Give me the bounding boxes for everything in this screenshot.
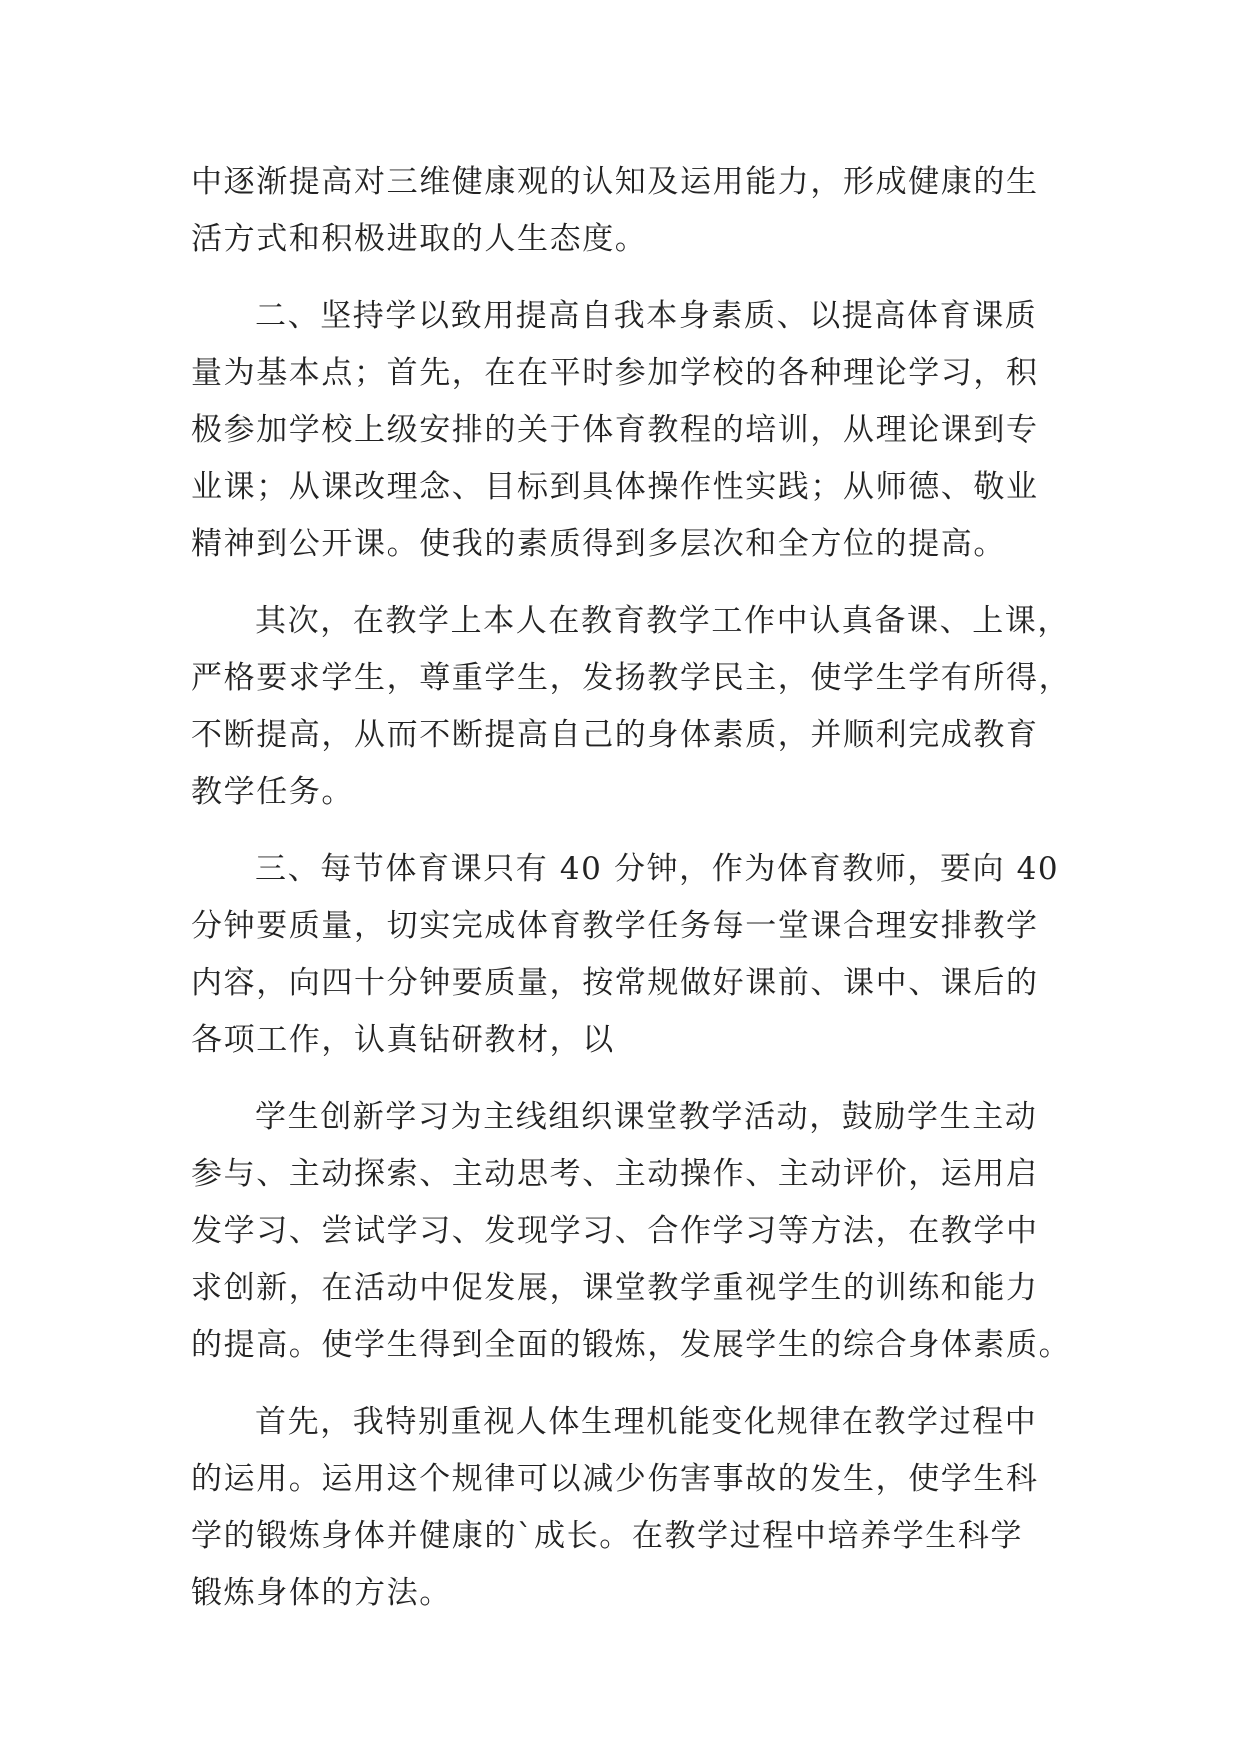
- paragraph: [191, 1394, 1050, 1622]
- paragraph: [191, 1089, 1072, 1374]
- text-line: 二、坚持学以致用提高自我本身素质、以提高体育课质: [255, 298, 1038, 334]
- text-line: 学生创新学习为主线组织课堂教学活动，鼓励学生主动: [255, 1099, 1038, 1135]
- text-line: 的提高。使学生得到全面的锻炼，发展学生的综合身体素质。: [191, 1327, 1072, 1363]
- text-line: 参与、主动探索、主动思考、主动操作、主动评价，运用启: [191, 1156, 1039, 1192]
- text-line: 的运用。运用这个规律可以减少伤害事故的发生，使学生科: [191, 1461, 1039, 1497]
- text-line: 内容，向四十分钟要质量，按常规做好课前、课中、课后的: [191, 965, 1039, 1001]
- text-line: 求创新，在活动中促发展，课堂教学重视学生的训练和能力: [191, 1270, 1039, 1306]
- paragraph: [191, 288, 1050, 573]
- paragraph: [191, 593, 1072, 821]
- text-line: 分钟要质量，切实完成体育教学任务每一堂课合理安排教学: [191, 908, 1039, 944]
- text-line: 中逐渐提高对三维健康观的认知及运用能力，形成健康的生: [191, 164, 1039, 200]
- text-line: 严格要求学生，尊重学生，发扬教学民主，使学生学有所得，: [191, 660, 1072, 696]
- text-line: 精神到公开课。使我的素质得到多层次和全方位的提高。: [191, 526, 1006, 562]
- text-line: 发学习、尝试学习、发现学习、合作学习等方法，在教学中: [191, 1213, 1039, 1249]
- document-body: [191, 154, 1072, 1622]
- text-line: 首先，我特别重视人体生理机能变化规律在教学过程中: [255, 1404, 1038, 1440]
- text-line: 量为基本点；首先，在在平时参加学校的各种理论学习，积: [191, 355, 1039, 391]
- text-line: 各项工作，认真钻研教材，以: [191, 1022, 615, 1058]
- paragraph: [191, 841, 1060, 1069]
- paragraph: [191, 154, 1050, 268]
- text-line: 锻炼身体的方法。: [191, 1575, 452, 1611]
- text-line: 三、每节体育课只有 40 分钟，作为体育教师，要向 40: [255, 851, 1060, 887]
- text-line: 不断提高，从而不断提高自己的身体素质，并顺利完成教育: [191, 717, 1039, 753]
- text-line: 教学任务。: [191, 774, 354, 810]
- text-line: 活方式和积极进取的人生态度。: [191, 221, 648, 257]
- text-line: 业课；从课改理念、目标到具体操作性实践；从师德、敬业: [191, 469, 1039, 505]
- text-line: 其次，在教学上本人在教育教学工作中认真备课、上课，: [255, 603, 1070, 639]
- text-line: 学的锻炼身体并健康的`成长。在教学过程中培养学生科学: [191, 1518, 1024, 1554]
- text-line: 极参加学校上级安排的关于体育教程的培训，从理论课到专: [191, 412, 1039, 448]
